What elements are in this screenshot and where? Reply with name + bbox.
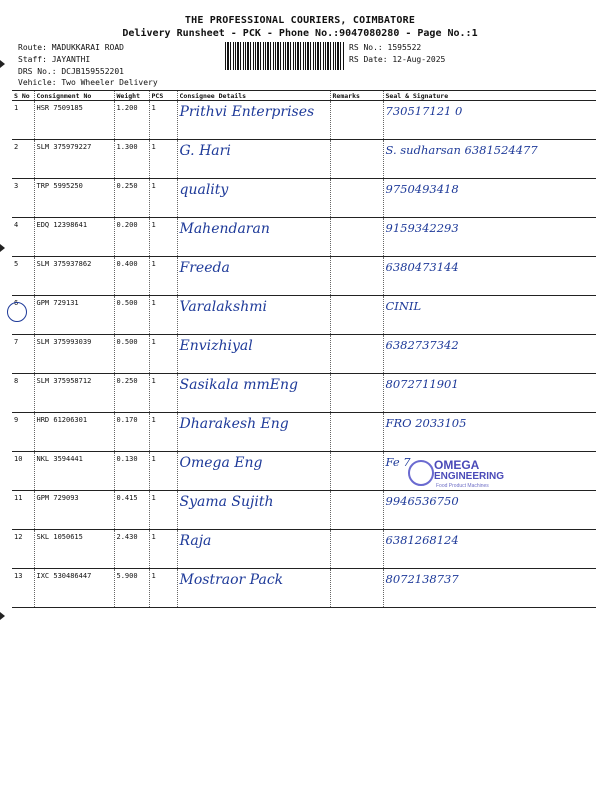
- stamp-line-1: OMEGA: [434, 458, 480, 472]
- cell-weight-text: 0.500: [116, 299, 138, 307]
- cell-consignee: [177, 530, 330, 569]
- cell-consignment: [34, 452, 114, 491]
- handwritten-consignee: Omega Eng: [179, 455, 263, 471]
- cell-consignment-text: NKL 3594441: [36, 455, 83, 463]
- table-body: [12, 101, 596, 608]
- cell-signature: [383, 413, 596, 452]
- cell-pcs-text: 1: [151, 221, 156, 229]
- cell-sno: [12, 218, 34, 257]
- cell-signature: [383, 491, 596, 530]
- cell-pcs: [149, 452, 177, 491]
- cell-sno-text: 12: [14, 533, 23, 541]
- cell-sno-text: 13: [14, 572, 23, 580]
- cell-sno-text: 4: [14, 221, 19, 229]
- cell-sno-text: 10: [14, 455, 23, 463]
- table-row: [12, 257, 596, 296]
- cell-consignment-text: SLM 375958712: [36, 377, 92, 385]
- handwritten-consignee: Mahendaran: [179, 221, 270, 237]
- cell-pcs: [149, 335, 177, 374]
- cell-signature: [383, 374, 596, 413]
- cell-sno: [12, 452, 34, 491]
- table-row: [12, 491, 596, 530]
- cell-consignment-text: HRD 61206301: [36, 416, 88, 424]
- cell-sno-text: 2: [14, 143, 19, 151]
- cell-weight: [114, 413, 149, 452]
- handwritten-consignee: Freeda: [179, 260, 230, 276]
- table-row: [12, 335, 596, 374]
- handwritten-consignee: Varalakshmi: [179, 299, 267, 315]
- table-row: [12, 296, 596, 335]
- handwritten-consignee: Envizhiyal: [179, 338, 253, 354]
- handwritten-consignee: Syama Sujith: [179, 494, 274, 510]
- cell-weight-text: 0.415: [116, 494, 138, 502]
- cell-weight-text: 0.250: [116, 182, 138, 190]
- staff-label: Staff: JAYANTHI: [18, 55, 91, 64]
- handwritten-signature: 9946536750: [385, 494, 459, 508]
- cell-consignee: [177, 413, 330, 452]
- cell-weight: [114, 179, 149, 218]
- cell-consignment: [34, 140, 114, 179]
- rs-number: RS No.: 1595522: [349, 43, 422, 52]
- handwritten-consignee: Prithvi Enterprises: [179, 104, 315, 120]
- cell-consignee: [177, 335, 330, 374]
- cell-sno-text: 6: [14, 299, 19, 307]
- cell-weight: [114, 491, 149, 530]
- cell-remarks: [330, 140, 383, 179]
- cell-consignment-text: EDQ 12398641: [36, 221, 88, 229]
- cell-consignment-text: SLM 375979227: [36, 143, 92, 151]
- cell-remarks: [330, 101, 383, 140]
- cell-signature: [383, 335, 596, 374]
- cell-weight-text: 0.200: [116, 221, 138, 229]
- cell-consignment: [34, 257, 114, 296]
- cell-pcs: [149, 218, 177, 257]
- cell-pcs: [149, 569, 177, 608]
- handwritten-signature: CINIL: [385, 299, 422, 313]
- cell-consignee: [177, 179, 330, 218]
- cell-consignment-text: HSR 7509185: [36, 104, 83, 112]
- cell-consignment: [34, 413, 114, 452]
- cell-weight-text: 0.170: [116, 416, 138, 424]
- cell-signature: [383, 257, 596, 296]
- cell-remarks: [330, 569, 383, 608]
- cell-signature: [383, 218, 596, 257]
- table-row: [12, 374, 596, 413]
- handwritten-signature: 730517121 0: [385, 104, 463, 118]
- cell-consignment-text: IXC 530486447: [36, 572, 92, 580]
- cell-sno: [12, 569, 34, 608]
- table-row: [12, 101, 596, 140]
- cell-pcs: [149, 257, 177, 296]
- cell-pcs: [149, 101, 177, 140]
- cell-sno: [12, 530, 34, 569]
- cell-pcs: [149, 530, 177, 569]
- cell-sno: [12, 413, 34, 452]
- cell-sno-text: 9: [14, 416, 19, 424]
- cell-consignee: [177, 569, 330, 608]
- cell-pcs-text: 1: [151, 455, 156, 463]
- cell-consignment: [34, 374, 114, 413]
- handwritten-signature: Fe 7: [385, 455, 411, 469]
- cell-pcs: [149, 374, 177, 413]
- handwritten-signature: 9750493418: [385, 182, 459, 196]
- drs-number: DRS No.: DCJB159552201: [18, 67, 124, 76]
- table-header-row: [12, 91, 596, 101]
- col-header-sno: S No: [12, 91, 34, 101]
- cell-weight-text: 0.500: [116, 338, 138, 346]
- handwritten-signature: 6380473144: [385, 260, 459, 274]
- cell-consignment: [34, 296, 114, 335]
- cell-weight: [114, 140, 149, 179]
- cell-pcs-text: 1: [151, 299, 156, 307]
- cell-sno: [12, 491, 34, 530]
- cell-weight: [114, 569, 149, 608]
- cell-weight: [114, 374, 149, 413]
- cell-consignee: [177, 218, 330, 257]
- cell-signature: [383, 140, 596, 179]
- vehicle-label: Vehicle: Two Wheeler Delivery: [18, 78, 158, 87]
- cell-pcs-text: 1: [151, 104, 156, 112]
- cell-sno: [12, 374, 34, 413]
- cell-sno: [12, 335, 34, 374]
- cell-sno: [12, 140, 34, 179]
- route-label: Route: MADUKKARAI ROAD: [18, 43, 124, 52]
- cell-remarks: [330, 491, 383, 530]
- cell-consignee: [177, 257, 330, 296]
- cell-pcs-text: 1: [151, 182, 156, 190]
- handwritten-consignee: Sasikala mmEng: [179, 377, 298, 393]
- cell-sno-text: 8: [14, 377, 19, 385]
- cell-remarks: [330, 452, 383, 491]
- cell-consignment: [34, 491, 114, 530]
- cell-remarks: [330, 179, 383, 218]
- cell-consignment-text: GPM 729131: [36, 299, 79, 307]
- cell-pcs: [149, 179, 177, 218]
- cell-sno-text: 3: [14, 182, 19, 190]
- cell-signature: [383, 530, 596, 569]
- cell-weight-text: 5.900: [116, 572, 138, 580]
- cell-consignment-text: SLM 375993039: [36, 338, 92, 346]
- handwritten-consignee: quality: [179, 182, 229, 198]
- handwritten-signature: S. sudharsan 6381524477: [385, 143, 538, 157]
- cell-remarks: [330, 413, 383, 452]
- cell-weight: [114, 296, 149, 335]
- cell-consignment-text: GPM 729093: [36, 494, 79, 502]
- handwritten-consignee: Raja: [179, 533, 212, 549]
- handwritten-signature: 6382737342: [385, 338, 459, 352]
- cell-remarks: [330, 257, 383, 296]
- cell-weight-text: 0.130: [116, 455, 138, 463]
- cell-consignment-text: SKL 1050615: [36, 533, 83, 541]
- handwritten-signature: 9159342293: [385, 221, 459, 235]
- cell-consignment: [34, 218, 114, 257]
- table-row: [12, 179, 596, 218]
- cell-pcs: [149, 491, 177, 530]
- hand-drawn-circle: [7, 302, 27, 322]
- cell-signature: [383, 101, 596, 140]
- cell-pcs-text: 1: [151, 533, 156, 541]
- cell-pcs: [149, 296, 177, 335]
- cell-pcs: [149, 413, 177, 452]
- cell-consignment: [34, 335, 114, 374]
- barcode: [225, 42, 345, 70]
- table-row: [12, 530, 596, 569]
- handwritten-signature: FRO 2033105: [385, 416, 467, 430]
- col-header-signature: Seal & Signature: [383, 91, 596, 101]
- company-stamp: [408, 458, 548, 494]
- cell-sno-text: 1: [14, 104, 19, 112]
- cell-signature: [383, 179, 596, 218]
- table-row: [12, 140, 596, 179]
- cell-pcs-text: 1: [151, 416, 156, 424]
- rs-date: RS Date: 12-Aug-2025: [349, 55, 446, 64]
- cell-weight: [114, 335, 149, 374]
- cell-signature: [383, 296, 596, 335]
- cell-consignment: [34, 101, 114, 140]
- cell-pcs-text: 1: [151, 377, 156, 385]
- handwritten-consignee: Dharakesh Eng: [179, 416, 289, 432]
- col-header-consignment: Consignment No: [34, 91, 114, 101]
- cell-pcs: [149, 140, 177, 179]
- cell-consignee: [177, 491, 330, 530]
- cell-weight-text: 2.430: [116, 533, 138, 541]
- cell-sno-text: 7: [14, 338, 19, 346]
- table-row: [12, 413, 596, 452]
- cell-consignment: [34, 569, 114, 608]
- cell-remarks: [330, 530, 383, 569]
- stamp-logo-icon: [408, 460, 434, 486]
- col-header-remarks: Remarks: [330, 91, 383, 101]
- cell-sno: [12, 101, 34, 140]
- cell-consignee: [177, 101, 330, 140]
- cell-signature: [383, 569, 596, 608]
- cell-weight-text: 0.400: [116, 260, 138, 268]
- cell-weight: [114, 452, 149, 491]
- cell-consignee: [177, 296, 330, 335]
- handwritten-signature: 6381268124: [385, 533, 459, 547]
- cell-pcs-text: 1: [151, 143, 156, 151]
- cell-weight: [114, 101, 149, 140]
- cell-consignee: [177, 374, 330, 413]
- cell-sno-text: 5: [14, 260, 19, 268]
- cell-consignee: [177, 140, 330, 179]
- handwritten-signature: 8072138737: [385, 572, 459, 586]
- cell-weight-text: 0.250: [116, 377, 138, 385]
- table-row: [12, 218, 596, 257]
- cell-remarks: [330, 218, 383, 257]
- cell-consignment: [34, 179, 114, 218]
- stamp-line-3: Food Product Machines: [436, 483, 489, 489]
- cell-consignee: [177, 452, 330, 491]
- runsheet-table: [12, 90, 596, 608]
- punch-mark: [0, 612, 5, 620]
- cell-remarks: [330, 296, 383, 335]
- col-header-consignee: Consignee Details: [177, 91, 330, 101]
- cell-weight-text: 1.200: [116, 104, 138, 112]
- cell-weight: [114, 218, 149, 257]
- cell-sno: [12, 179, 34, 218]
- cell-weight-text: 1.300: [116, 143, 138, 151]
- cell-weight: [114, 257, 149, 296]
- col-header-weight: Weight: [114, 91, 149, 101]
- company-title: THE PROFESSIONAL COURIERS, COIMBATORE: [184, 15, 416, 26]
- cell-remarks: [330, 335, 383, 374]
- punch-mark: [0, 60, 5, 68]
- cell-pcs-text: 1: [151, 494, 156, 502]
- handwritten-consignee: Mostraor Pack: [179, 572, 284, 588]
- cell-consignment-text: TRP 5995250: [36, 182, 83, 190]
- cell-weight: [114, 530, 149, 569]
- cell-sno: [12, 257, 34, 296]
- cell-pcs-text: 1: [151, 260, 156, 268]
- punch-mark: [0, 244, 5, 252]
- cell-remarks: [330, 374, 383, 413]
- runsheet-subtitle: Delivery Runsheet - PCK - Phone No.:9047080280 - Page No.:1: [122, 28, 478, 39]
- cell-sno-text: 11: [14, 494, 23, 502]
- handwritten-signature: 8072711901: [385, 377, 459, 391]
- cell-pcs-text: 1: [151, 572, 156, 580]
- stamp-line-2: ENGINEERING: [434, 471, 505, 482]
- handwritten-consignee: G. Hari: [179, 143, 231, 159]
- col-header-pcs: PCS: [149, 91, 177, 101]
- cell-pcs-text: 1: [151, 338, 156, 346]
- table-row: [12, 569, 596, 608]
- cell-consignment-text: SLM 375937862: [36, 260, 92, 268]
- cell-consignment: [34, 530, 114, 569]
